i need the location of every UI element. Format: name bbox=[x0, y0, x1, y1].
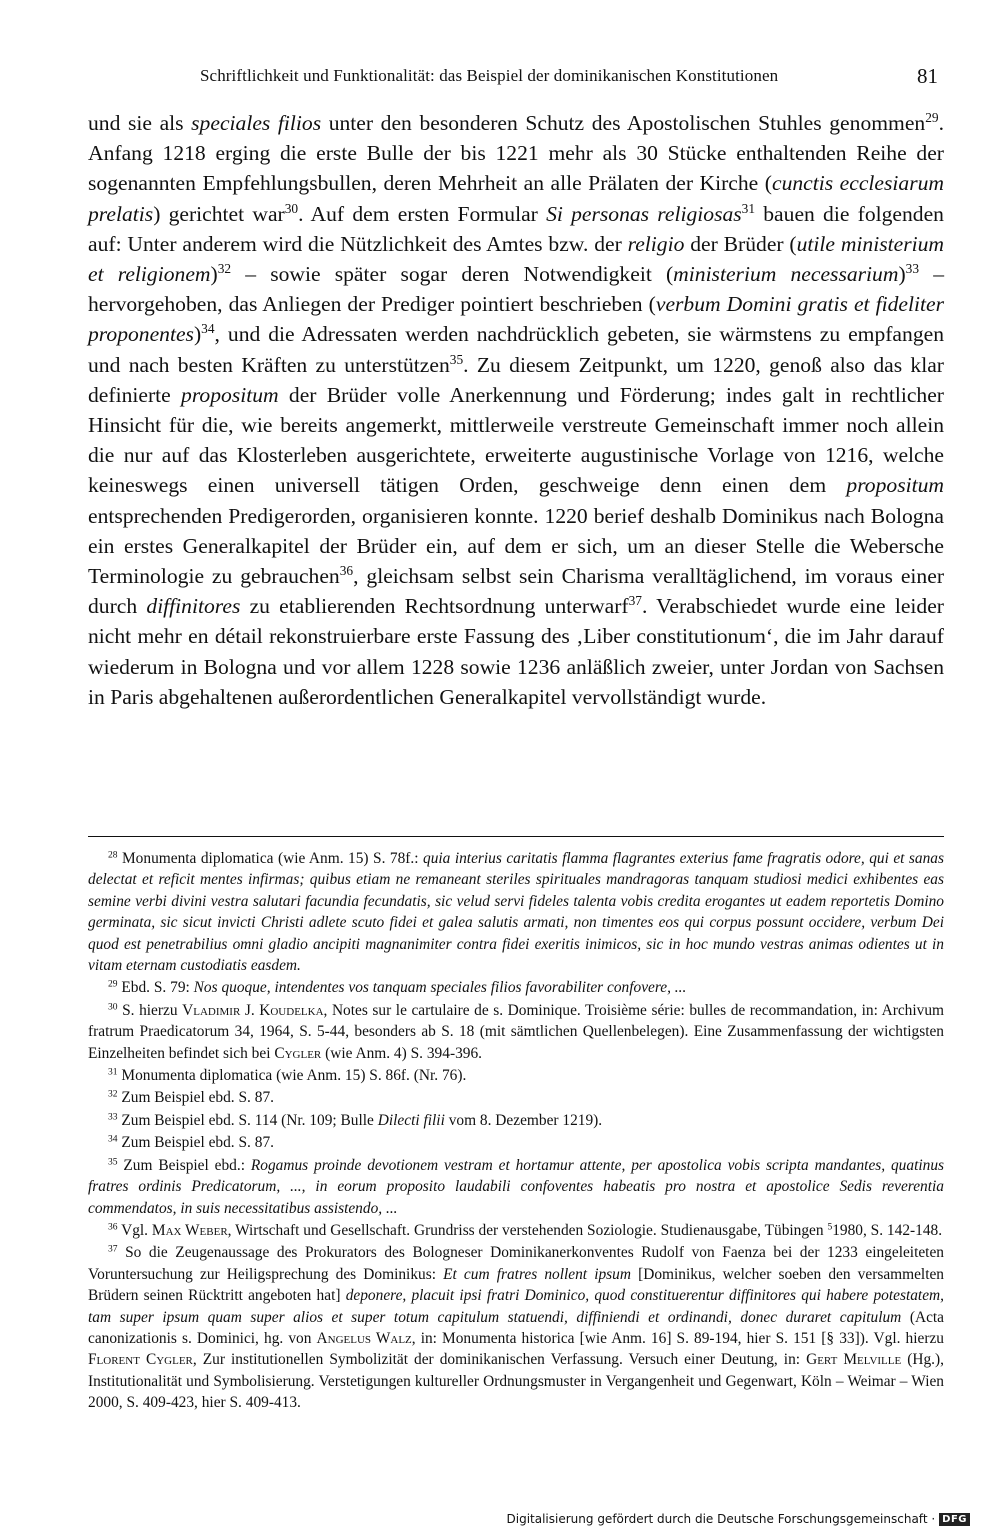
text-run: So die Zeugenaussage des Prokurators des Bologneser Dominikanerkonventes Rudolf von Faenza bei der 1233 eingeleiteten Voruntersuchung zur Heiligsprechung des Dominikus: bbox=[88, 1244, 944, 1283]
italic-run: Dilecti filii bbox=[377, 1111, 445, 1129]
footnote-number: 36 bbox=[108, 1221, 118, 1233]
page-number: 81 bbox=[917, 64, 938, 88]
text-run: , Notes sur le cartulaire de s. Dominique. Troisième série: bulles de recommandation, in: Archivum fratrum Praedicatorum 34, 1964, S. 5-44, besonders ab S. 18 (mit sämtlichen Quellenbelegen). Eine Zusammenfassung der wichtigsten Einzelheiten befindet sich bei bbox=[88, 1001, 944, 1062]
italic-run: speciales filios bbox=[191, 111, 322, 135]
footnote-number: 37 bbox=[108, 1243, 118, 1255]
footnote-ref-30[interactable]: 30 bbox=[284, 200, 299, 216]
italic-run: cunctis ecclesiarum prelatis bbox=[88, 171, 944, 226]
text-run: ) bbox=[898, 262, 906, 287]
footnote-29 bbox=[88, 977, 944, 998]
running-head: Schriftlichkeit und Funktionalität: das Beispiel der dominikanischen Konstitutionen bbox=[200, 66, 779, 85]
italic-run: propositum bbox=[181, 382, 279, 407]
text-run: , in: Monumenta historica [wie Anm. 16] S. 89-194, hier S. 151 [§ 33]). Vgl. hierzu bbox=[411, 1329, 945, 1347]
footnote-ref-29[interactable]: 29 bbox=[925, 109, 939, 125]
text-run: S. hierzu bbox=[117, 1001, 183, 1019]
text-run: , Zur institutionellen Symbolizität der dominikanischen Verfassung. Versuch einer Deutung, in: bbox=[192, 1351, 807, 1369]
footnote-number: 34 bbox=[108, 1133, 118, 1145]
author-name: Max Weber bbox=[151, 1221, 228, 1239]
footnote-ref-37[interactable]: 37 bbox=[628, 593, 642, 609]
footnote-31 bbox=[88, 1065, 944, 1086]
text-run: und sie als bbox=[88, 111, 192, 135]
author-name: Gert Melville bbox=[806, 1351, 902, 1369]
italic-run: Et cum fratres nollent ipsum bbox=[443, 1265, 631, 1283]
italic-run: deponere, placuit ipsi fratri Dominico, quod constituerentur diffinitores qui habere potestatem, tam super ipsum quam super alios et super totum capitulum statuendi, diffiniendi et ordinandi, donec duraret capitulum bbox=[88, 1287, 944, 1326]
footnote-number: 35 bbox=[108, 1155, 118, 1167]
text-run: Monumenta diplomatica (wie Anm. 15) S. 86f. (Nr. 76). bbox=[117, 1067, 467, 1085]
main-text bbox=[88, 108, 944, 712]
text-run: . Anfang 1218 erging die erste Bulle der bis 1221 mehr als 30 Stücke enthaltenden Reihe der sogenannten Empfehlungsbullen, deren Mehrheit an alle Prälaten der Kirche ( bbox=[88, 111, 944, 196]
italic-run: religio bbox=[627, 231, 685, 256]
italic-run: Nos quoque, intendentes vos tanquam speciales filios favorabiliter confovere, ... bbox=[193, 979, 687, 997]
footnote-ref-31[interactable]: 31 bbox=[741, 200, 756, 216]
text-run: – sowie später sogar deren Notwendigkeit ( bbox=[231, 262, 674, 287]
author-name: Florent Cygler bbox=[88, 1351, 193, 1369]
author-name: Vladimir J. Koudelka bbox=[182, 1001, 324, 1019]
text-run: , und die Adressaten werden nachdrücklich gebeten, sie wärmstens zu empfangen und nach besten Kräften zu unterstützen bbox=[88, 322, 944, 377]
footnote-number: 33 bbox=[108, 1111, 118, 1123]
page-header bbox=[88, 66, 944, 96]
text-run: , gleichsam selbst sein Charisma veralltäglichend, im voraus einer durch bbox=[88, 564, 945, 619]
footnote-number: 31 bbox=[108, 1066, 118, 1078]
text-run: (wie Anm. 4) S. 394-396. bbox=[321, 1044, 483, 1062]
footnote-ref-35[interactable]: 35 bbox=[449, 351, 464, 367]
italic-run: propositum bbox=[846, 473, 944, 498]
italic-run: ministerium necessarium bbox=[673, 262, 899, 287]
author-name: Cygler bbox=[274, 1044, 322, 1062]
footnote-ref-36[interactable]: 36 bbox=[339, 563, 354, 579]
footnote-rule bbox=[88, 836, 944, 837]
italic-run: quia interius caritatis flamma flagrantes exterius fame fragratis odore, qui et sanas delectat et reficit mentes infirmas; quibus etiam ne remaneant steriles spirituales mandragoras tanquam studiosi medici exhibentes eas semine verbi divini vestra salutari facundia fecundatis, sic velud servi fideles talenta vobis credita erogantes ut eadem reportetis Domino germinata, sic sicut invicti Christi adlete scuto fidei et galea salutis armati, non timentes eos qui corpus possunt occidere, verbum Dei quod est penetrabilius omni gladio ancipiti magnanimiter contra fidei exeritis inimicos, sic in hoc mundo vestras animas odientes ut in vitam eternam custodiatis easdem. bbox=[88, 850, 944, 975]
footnote-37 bbox=[88, 1242, 944, 1413]
footnote-32 bbox=[88, 1087, 944, 1108]
footnote-number: 28 bbox=[108, 849, 118, 861]
text-run: ) bbox=[210, 262, 218, 287]
italic-run: utile ministerium et religionem bbox=[88, 231, 945, 287]
text-run: , Wirtschaft und Gesellschaft. Grundriss der verstehenden Soziologie. Studienausgabe, Tübingen bbox=[227, 1221, 828, 1239]
footnote-number: 30 bbox=[108, 1001, 118, 1013]
footnotes bbox=[88, 848, 944, 1415]
footnote-28 bbox=[88, 848, 944, 976]
italic-run: Si personas religiosas bbox=[546, 201, 742, 226]
footnote-35 bbox=[88, 1155, 944, 1219]
italic-run: verbum Domini gratis et fideliter proponentes bbox=[88, 292, 944, 347]
footnote-number: 29 bbox=[108, 978, 118, 990]
text-run: bauen die folgenden auf: Unter anderem wird die Nützlichkeit des Amtes bzw. der bbox=[88, 201, 944, 256]
text-run: Monumenta diplomatica (wie Anm. 15) S. 78f.: bbox=[117, 850, 423, 867]
author-name: Angelus Walz bbox=[316, 1329, 412, 1347]
footnote-30 bbox=[88, 1000, 944, 1064]
text-run: Ebd. S. 79: bbox=[117, 979, 194, 997]
text-run: Zum Beispiel ebd. S. 114 (Nr. 109; Bulle bbox=[117, 1111, 378, 1129]
footnote-36 bbox=[88, 1220, 944, 1241]
text-run: . Verabschiedet wurde eine leider nicht mehr en détail rekonstruierbare erste Fassung des ‚Liber constitutionum‘, die im Jahr darauf wiederum in Bologna und vor allem 1228 sowie 1236 anläßlich zweier, unter Jordan von Sachsen in Paris abgehaltenen außerordentlichen Generalkapitel vervollständigt wurde. bbox=[88, 594, 944, 709]
text-run: (Hg.), Institutionalität und Symbolisierung. Verstetigungen kultureller Ordnungsmuster in Vergangenheit und Gegenwart, Köln – Weimar – Wien 2000, S. 409-423, hier S. 409-413. bbox=[88, 1351, 944, 1412]
footnote-ref-34[interactable]: 34 bbox=[201, 321, 215, 337]
text-run: Vgl. bbox=[117, 1221, 152, 1239]
credit-text: Digitalisierung gefördert durch die Deutsche Forschungsgemeinschaft · bbox=[506, 1512, 936, 1526]
text-run: [Dominikus, welcher soeben den versammelten Brüdern seinen Rücktritt angeboten hat] bbox=[88, 1265, 945, 1305]
text-run: Zum Beispiel ebd. S. 87. bbox=[117, 1089, 274, 1107]
footnote-ref-33[interactable]: 33 bbox=[905, 260, 920, 276]
italic-run: Rogamus proinde devotionem vestram et hortamur attente, per apostolica vobis scripta mandantes, quatinus fratres ordinis Predicatorum, ..., in eorum proposito laudabili confoventes habeatis pro nostra et apostolice Sedis reverentia commendatos, in suis necessitatibus assistendo, ... bbox=[88, 1156, 944, 1217]
footnote-34 bbox=[88, 1132, 944, 1153]
body-paragraph bbox=[88, 108, 944, 712]
text-run: . Zu diesem Zeitpunkt, um 1220, genoß also das klar definierte bbox=[88, 352, 944, 407]
text-run: Zum Beispiel ebd.: bbox=[117, 1156, 251, 1174]
text-run: zu etablierenden Rechtsordnung unterwarf bbox=[240, 594, 629, 619]
footnote-number: 32 bbox=[108, 1088, 118, 1100]
text-run: entsprechenden Predigerorden, organisieren konnte. 1220 berief deshalb Dominikus nach Bologna ein erstes Generalkapitel der Brüder ein, auf dem er sich, um an dieser Stelle die Webersche Terminologie zu gebrauchen bbox=[88, 503, 944, 589]
text-run: der Brüder ( bbox=[684, 231, 797, 256]
text-run: 1980, S. 142-148. bbox=[832, 1221, 943, 1239]
italic-run: diffinitores bbox=[146, 594, 241, 619]
text-run: ) gerichtet war bbox=[153, 201, 285, 226]
dfg-logo: DFG bbox=[939, 1513, 970, 1526]
text-run: vom 8. Dezember 1219). bbox=[444, 1111, 603, 1129]
digitization-credit bbox=[507, 1512, 970, 1526]
text-run: unter den besonderen Schutz des Apostolischen Stuhles genommen bbox=[321, 111, 926, 135]
text-run: . Auf dem ersten Formular bbox=[298, 201, 547, 226]
text-run: Zum Beispiel ebd. S. 87. bbox=[117, 1134, 274, 1152]
footnote-33 bbox=[88, 1110, 944, 1131]
footnote-ref-32[interactable]: 32 bbox=[217, 260, 232, 276]
text-run: – hervorgehoben, das Anliegen der Prediger pointiert beschrieben ( bbox=[88, 262, 944, 317]
text-run: der Brüder volle Anerkennung und Förderung; indes galt in rechtlicher Hinsicht für die, wie bereits angemerkt, mittlerweile verstreute Gemeinschaft immer noch allein die nur auf das Klosterleben ausgerichtete, erweiterte augustinische Vorlage von 1216, welche keineswegs einen universell tätigen Orden, geschweige denn einen dem bbox=[88, 382, 944, 498]
edition-number: 5 bbox=[827, 1221, 833, 1233]
text-run: ) bbox=[193, 322, 202, 347]
text-run: (Acta canonizationis s. Dominici, hg. von bbox=[88, 1308, 945, 1347]
